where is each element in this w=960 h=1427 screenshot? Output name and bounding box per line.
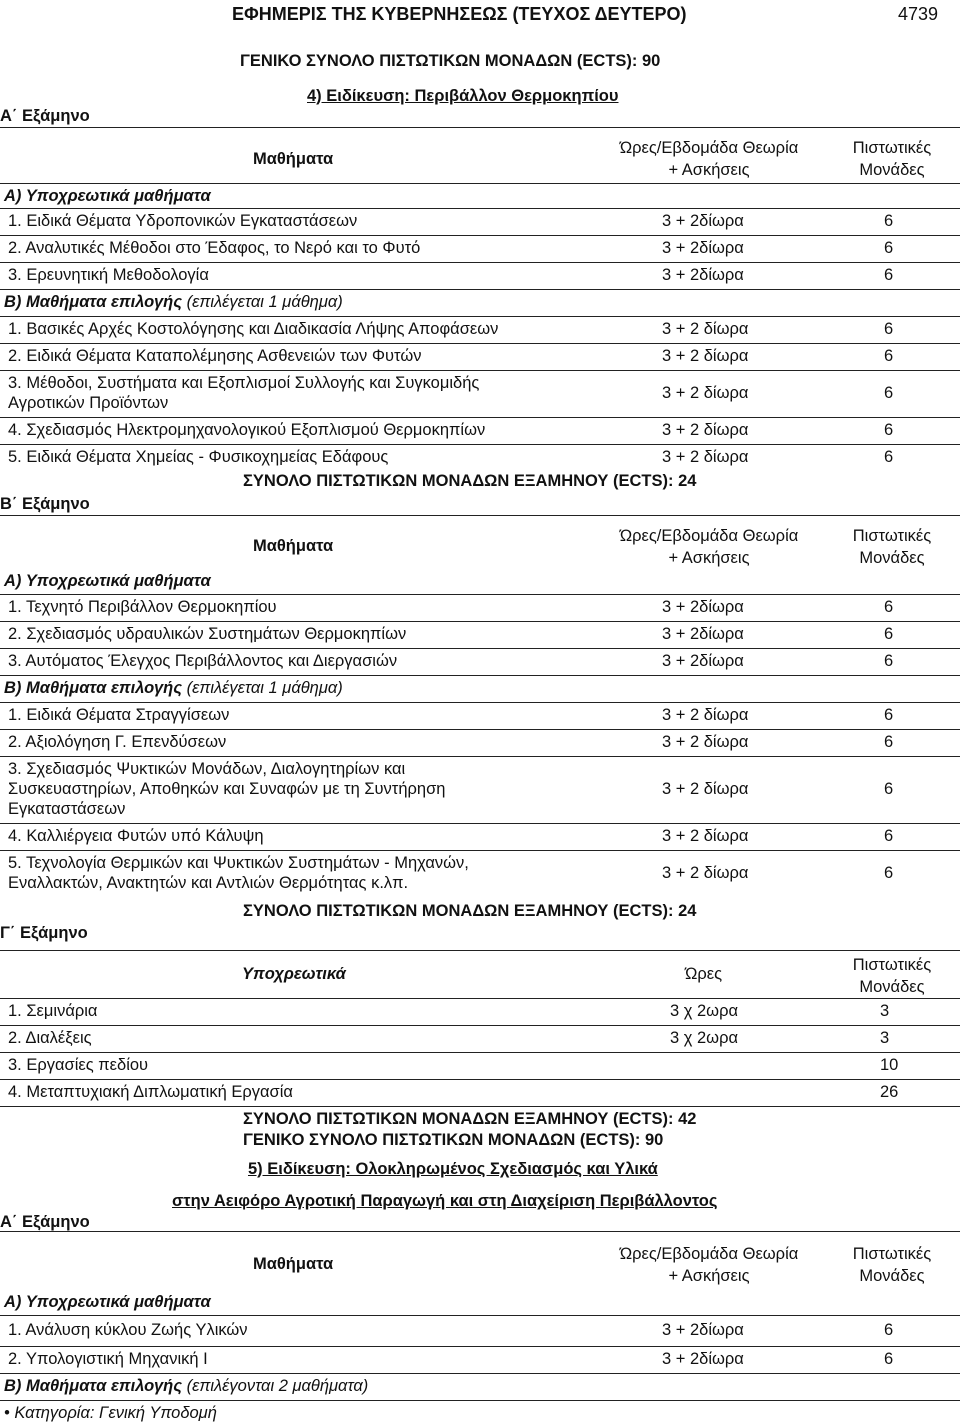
- course-name: 1. Ανάλυση κύκλου Ζωής Υλικών: [8, 1321, 248, 1339]
- course-ects: 6: [884, 706, 894, 724]
- general-total-prev: ΓΕΝΙΚΟ ΣΥΝΟΛΟ ΠΙΣΤΩΤΙΚΩΝ ΜΟΝΑΔΩΝ (ECTS): 90: [240, 52, 661, 70]
- course-hours: 3 + 2δίωρα: [662, 239, 744, 257]
- group-required: Α) Υποχρεωτικά μαθήματα: [4, 572, 211, 590]
- col-credits: Πιστωτικές Μονάδες: [852, 139, 932, 179]
- col-hours: Ώρες/Εβδομάδα Θεωρία + Ασκήσεις: [619, 527, 799, 567]
- semester-label: Α΄ Εξάμηνο: [0, 1213, 90, 1231]
- group-elective: Β) Μαθήματα επιλογής (επιλέγονται 2 μαθήματα): [4, 1377, 369, 1395]
- course-ects: 6: [884, 421, 894, 439]
- course-ects: 6: [884, 780, 894, 798]
- gazette-title: ΕΦΗΜΕΡΙΣ ΤΗΣ ΚΥΒΕΡΝΗΣΕΩΣ (ΤΕΥΧΟΣ ΔΕΥΤΕΡΟ): [232, 4, 687, 24]
- course-hours: 3 + 2 δίωρα: [662, 733, 749, 751]
- course-name: 1. Ειδικά Θέματα Στραγγίσεων: [8, 706, 230, 724]
- course-name: 5. Ειδικά Θέματα Χημείας - Φυσικοχημείας Εδάφους: [8, 448, 389, 466]
- course-name: 3. Αυτόματος Έλεγχος Περιβάλλοντος και Διεργασιών: [8, 652, 398, 670]
- course-name-cont: Εγκαταστάσεων: [8, 800, 126, 818]
- course-name: 1. Ειδικά Θέματα Υδροπονικών Εγκαταστάσεων: [8, 212, 358, 230]
- col-course: Μαθήματα: [253, 537, 334, 555]
- semester-label: Β΄ Εξάμηνο: [0, 495, 90, 513]
- course-name-cont: Συσκευαστηρίων, Αποθηκών και Συναφών με τη Συντήρηση: [8, 780, 446, 798]
- col-credits: Πιστωτικές Μονάδες: [852, 1245, 932, 1285]
- col-hours: Ώρες/Εβδομάδα Θεωρία + Ασκήσεις: [619, 1245, 799, 1285]
- course-ects: 6: [884, 266, 894, 284]
- course-hours: 3 χ 2ωρα: [670, 1029, 738, 1047]
- course-ects: 6: [884, 733, 894, 751]
- course-hours: 3 + 2 δίωρα: [662, 864, 749, 882]
- course-name: 1. Τεχνητό Περιβάλλον Θερμοκηπίου: [8, 598, 277, 616]
- course-name-cont: Αγροτικών Προϊόντων: [8, 394, 169, 412]
- semester-label: Α΄ Εξάμηνο: [0, 107, 90, 125]
- course-ects: 6: [884, 1321, 894, 1339]
- course-hours: 3 + 2 δίωρα: [662, 827, 749, 845]
- course-hours: 3 + 2 δίωρα: [662, 421, 749, 439]
- course-hours: 3 χ 2ωρα: [670, 1002, 738, 1020]
- section-5-subtitle: στην Αειφόρο Αγροτική Παραγωγή και στη Διαχείριση Περιβάλλοντος: [172, 1192, 718, 1210]
- course-ects: 6: [884, 598, 894, 616]
- course-name: 4. Σχεδιασμός Ηλεκτρομηχανολογικού Εξοπλισμού Θερμοκηπίων: [8, 421, 486, 439]
- course-hours: 3 + 2 δίωρα: [662, 384, 749, 402]
- course-hours: 3 + 2δίωρα: [662, 1350, 744, 1368]
- semester-total: ΣΥΝΟΛΟ ΠΙΣΤΩΤΙΚΩΝ ΜΟΝΑΔΩΝ ΕΞΑΜΗΝΟΥ (ECTS): 42: [243, 1110, 697, 1128]
- course-hours: 3 + 2 δίωρα: [662, 448, 749, 466]
- col-course: Μαθήματα: [253, 150, 334, 168]
- course-hours: 3 + 2 δίωρα: [662, 320, 749, 338]
- course-ects: 3: [880, 1002, 890, 1020]
- semester-total: ΣΥΝΟΛΟ ΠΙΣΤΩΤΙΚΩΝ ΜΟΝΑΔΩΝ ΕΞΑΜΗΝΟΥ (ECTS): 24: [243, 472, 697, 490]
- col-hours: Ώρες: [685, 965, 723, 983]
- bullet-icon: •: [4, 1404, 10, 1422]
- course-hours: 3 + 2δίωρα: [662, 266, 744, 284]
- page-number: 4739: [897, 4, 938, 24]
- course-name: 3. Ερευνητική Μεθοδολογία: [8, 266, 209, 284]
- col-hours: Ώρες/Εβδομάδα Θεωρία + Ασκήσεις: [619, 139, 799, 179]
- course-ects: 6: [884, 320, 894, 338]
- course-ects: 6: [884, 864, 894, 882]
- course-ects: 6: [884, 239, 894, 257]
- course-ects: 6: [884, 625, 894, 643]
- section-4-title: 4) Ειδίκευση: Περιβάλλον Θερμοκηπίου: [307, 87, 619, 105]
- col-credits: Πιστωτικές Μονάδες: [852, 527, 932, 567]
- course-name: 2. Διαλέξεις: [8, 1029, 92, 1047]
- semester-total: ΣΥΝΟΛΟ ΠΙΣΤΩΤΙΚΩΝ ΜΟΝΑΔΩΝ ΕΞΑΜΗΝΟΥ (ECTS): 24: [243, 902, 697, 920]
- course-name: 3. Εργασίες πεδίου: [8, 1056, 149, 1074]
- course-ects: 6: [884, 1350, 894, 1368]
- group-elective: Β) Μαθήματα επιλογής (επιλέγεται 1 μάθημα): [4, 679, 343, 697]
- course-hours: 3 + 2 δίωρα: [662, 780, 749, 798]
- group-elective: Β) Μαθήματα επιλογής (επιλέγεται 1 μάθημα): [4, 293, 343, 311]
- course-hours: 3 + 2δίωρα: [662, 1321, 744, 1339]
- course-name: 2. Σχεδιασμός υδραυλικών Συστημάτων Θερμοκηπίων: [8, 625, 407, 643]
- course-ects: 6: [884, 384, 894, 402]
- course-name: 5. Τεχνολογία Θερμικών και Ψυκτικών Συστημάτων - Μηχανών,: [8, 854, 469, 872]
- general-total: ΓΕΝΙΚΟ ΣΥΝΟΛΟ ΠΙΣΤΩΤΙΚΩΝ ΜΟΝΑΔΩΝ (ECTS): 90: [243, 1131, 664, 1149]
- course-name: 2. Αναλυτικές Μέθοδοι στο Έδαφος, το Νερό και το Φυτό: [8, 239, 421, 257]
- col-credits: Πιστωτικές Μονάδες: [852, 956, 932, 996]
- group-required: Α) Υποχρεωτικά μαθήματα: [4, 187, 211, 205]
- course-name: 4. Μεταπτυχιακή Διπλωματική Εργασία: [8, 1083, 293, 1101]
- course-ects: 6: [884, 448, 894, 466]
- course-name: 2. Υπολογιστική Μηχανική Ι: [8, 1350, 208, 1368]
- course-name: 1. Σεμινάρια: [8, 1002, 98, 1020]
- col-course: Υποχρεωτικά: [242, 965, 346, 983]
- section-5-title: 5) Ειδίκευση: Ολοκληρωμένος Σχεδιασμός και Υλικά: [248, 1160, 658, 1178]
- course-hours: 3 + 2 δίωρα: [662, 706, 749, 724]
- course-ects: 6: [884, 347, 894, 365]
- course-name: 4. Καλλιέργεια Φυτών υπό Κάλυψη: [8, 827, 264, 845]
- course-hours: 3 + 2δίωρα: [662, 625, 744, 643]
- course-hours: 3 + 2δίωρα: [662, 652, 744, 670]
- course-hours: 3 + 2 δίωρα: [662, 347, 749, 365]
- course-ects: 3: [880, 1029, 890, 1047]
- course-name: 2. Ειδικά Θέματα Καταπολέμησης Ασθενειών των Φυτών: [8, 347, 422, 365]
- category-item: • Κατηγορία: Γενική Υποδομή: [4, 1404, 217, 1422]
- course-hours: 3 + 2δίωρα: [662, 212, 744, 230]
- course-name-cont: Εναλλακτών, Ανακτητών και Αντλιών Θερμότητας κ.λπ.: [8, 874, 409, 892]
- course-ects: 6: [884, 212, 894, 230]
- semester-label: Γ΄ Εξάμηνο: [0, 924, 88, 942]
- course-name: 3. Μέθοδοι, Συστήματα και Εξοπλισμοί Συλλογής και Συγκομιδής: [8, 374, 480, 392]
- course-name: 2. Αξιολόγηση Γ. Επενδύσεων: [8, 733, 227, 751]
- course-name: 1. Βασικές Αρχές Κοστολόγησης και Διαδικασία Λήψης Αποφάσεων: [8, 320, 499, 338]
- course-ects: 6: [884, 827, 894, 845]
- course-name: 3. Σχεδιασμός Ψυκτικών Μονάδων, Διαλογητηρίων και: [8, 760, 406, 778]
- col-course: Μαθήματα: [253, 1255, 334, 1273]
- course-hours: 3 + 2δίωρα: [662, 598, 744, 616]
- course-ects: 6: [884, 652, 894, 670]
- course-ects: 26: [880, 1083, 899, 1101]
- course-ects: 10: [880, 1056, 899, 1074]
- group-required: Α) Υποχρεωτικά μαθήματα: [4, 1293, 211, 1311]
